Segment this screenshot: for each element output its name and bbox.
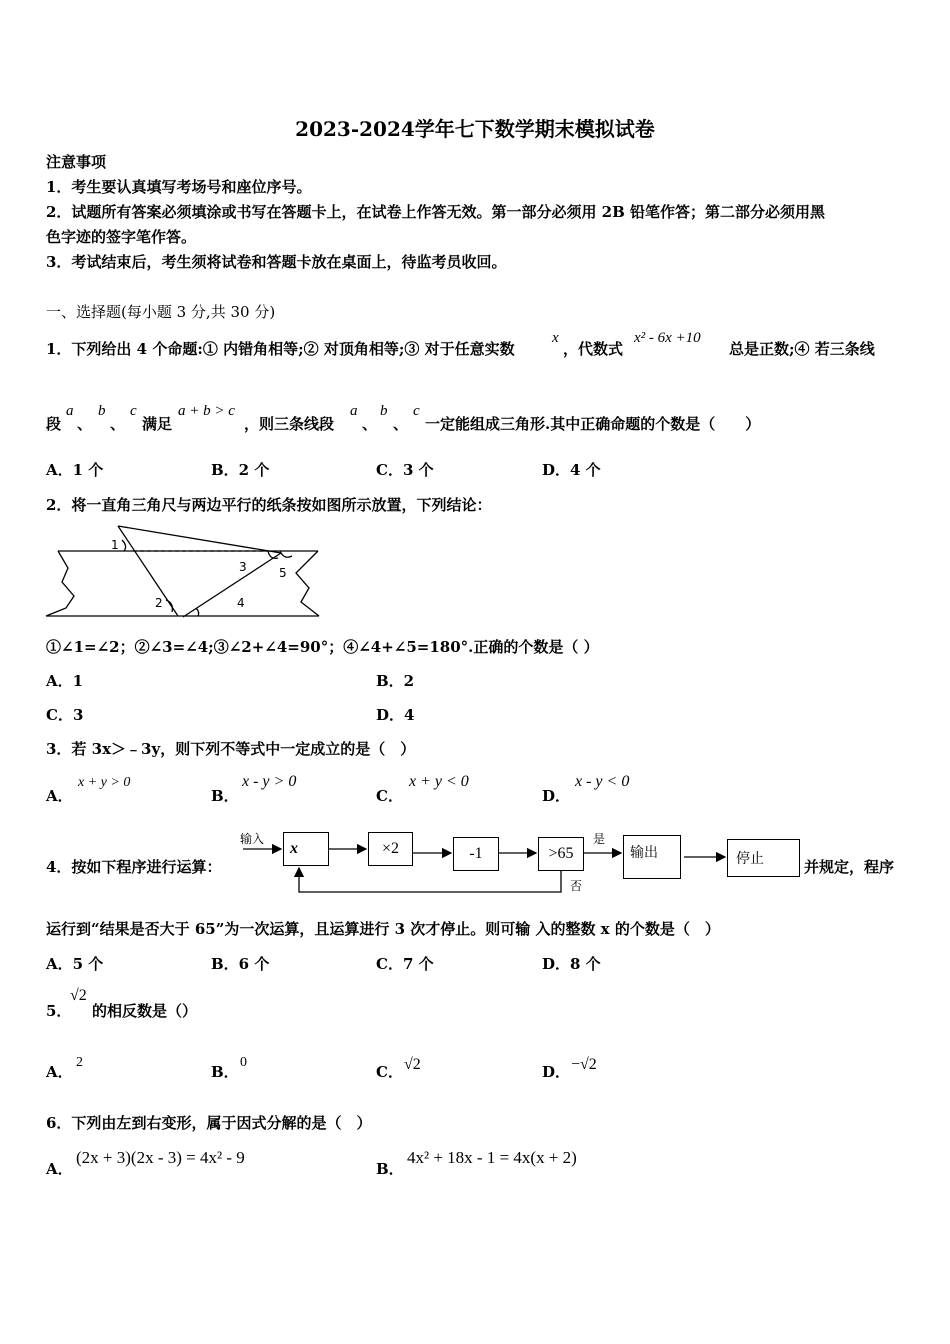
var-a: a: [350, 403, 358, 419]
q1-option-d[interactable]: D．4 个: [542, 461, 601, 479]
q2-option-d[interactable]: D．4: [376, 706, 415, 724]
separator: 、: [362, 415, 378, 433]
notice-heading: 注意事项: [46, 153, 107, 171]
q5-option-c[interactable]: C．: [376, 1063, 403, 1081]
var-b: b: [380, 403, 388, 419]
q5-sqrt2: √2: [70, 987, 87, 1004]
q6-option-a[interactable]: A．: [46, 1160, 73, 1178]
q1-option-b[interactable]: B．2 个: [211, 461, 270, 479]
notice-item: 色字迹的签字笔作答。: [46, 228, 197, 246]
angle-label-4: 4: [237, 596, 245, 610]
q1-text-part1: 1．下列给出 4 个命题:① 内错角相等;② 对顶角相等;③ 对于任意实数: [46, 340, 515, 358]
q1-option-a[interactable]: A．1 个: [46, 461, 104, 479]
angle-label-3: 3: [239, 560, 247, 574]
flow-input-label: 输入: [240, 832, 265, 846]
q3-option-c-expr: x + y < 0: [409, 773, 469, 790]
q2-option-c[interactable]: C．3: [46, 706, 84, 724]
q4-option-c[interactable]: C．7 个: [376, 955, 434, 973]
flow-box-times2: ×2: [368, 832, 413, 866]
q1-line2-part2: 满足: [142, 415, 173, 433]
q3-text: 3．若 3x＞﹣3y，则下列不等式中一定成立的是（ ）: [46, 740, 416, 758]
q2-text: 2．将一直角三角尺与两边平行的纸条按如图所示放置，下列结论：: [46, 496, 492, 514]
flow-no-label: 否: [570, 879, 583, 893]
q4-option-a[interactable]: A．5 个: [46, 955, 104, 973]
q3-option-a-expr: x + y > 0: [78, 775, 131, 790]
q1-line2-part4: 一定能组成三角形.其中正确命题的个数是（ ）: [425, 415, 761, 433]
q1-line2-part3: ，则三条线段: [244, 415, 335, 433]
q5-option-b-value: 0: [240, 1055, 247, 1070]
page-title: 2023-2024学年七下数学期末模拟试卷: [295, 117, 655, 141]
angle-label-5: 5: [279, 566, 287, 580]
q3-option-d-expr: x - y < 0: [575, 773, 630, 790]
q1-expression: x² - 6x +10: [634, 330, 701, 346]
var-a: a: [66, 403, 74, 419]
q5-option-c-value: √2: [404, 1056, 421, 1073]
q3-option-b-expr: x - y > 0: [242, 773, 297, 790]
q2-option-a[interactable]: A．1: [46, 672, 84, 690]
q1-text-part2: ，代数式: [563, 340, 624, 358]
notice-item: 1．考生要认真填写考场号和座位序号。: [46, 178, 312, 196]
q6-option-b-expr: 4x² + 18x - 1 = 4x(x + 2): [407, 1148, 577, 1167]
var-c: c: [413, 403, 420, 419]
flow-box-minus1: -1: [453, 837, 499, 871]
notice-item: 3．考试结束后，考生须将试卷和答题卡放在桌面上，待监考员收回。: [46, 253, 507, 271]
flow-box-gt65: >65: [538, 837, 584, 871]
q1-text-part3: 总是正数;④ 若三条线: [729, 340, 875, 358]
flow-yes-label: 是: [593, 832, 606, 846]
q5-option-d[interactable]: D．: [542, 1063, 571, 1081]
q5-option-a[interactable]: A．: [46, 1063, 73, 1081]
q1-var-x: x: [552, 330, 559, 346]
q4-option-b[interactable]: B．6 个: [211, 955, 270, 973]
q6-option-a-expr: (2x + 3)(2x - 3) = 4x² - 9: [76, 1148, 245, 1167]
separator: 、: [393, 415, 409, 433]
q3-option-c[interactable]: C．: [376, 787, 403, 805]
q4-option-d[interactable]: D．8 个: [542, 955, 601, 973]
var-b: b: [98, 403, 106, 419]
q2-option-b[interactable]: B．2: [376, 672, 415, 690]
flow-box-x: x: [283, 832, 329, 866]
q5-suffix: 的相反数是（）: [92, 1002, 198, 1020]
q5-prefix: 5．: [46, 1002, 72, 1020]
section-heading: 一、选择题(每小题 3 分,共 30 分): [46, 303, 276, 321]
var-c: c: [130, 403, 137, 419]
q4-line2: 运行到“结果是否大于 65”为一次运算，且运算进行 3 次才停止。则可输 入的整数 x 的个数是（ ）: [46, 920, 720, 938]
separator: 、: [77, 415, 93, 433]
q3-option-a[interactable]: A．: [46, 787, 73, 805]
q3-option-d[interactable]: D．: [542, 787, 571, 805]
q2-statements: ①∠1=∠2；②∠3=∠4;③∠2+∠4=90°；④∠4+∠5=180°.正确的个数是（ ）: [46, 638, 599, 656]
q6-text: 6．下列由左到右变形，属于因式分解的是（ ）: [46, 1114, 372, 1132]
q3-option-b[interactable]: B．: [211, 787, 239, 805]
q6-option-b[interactable]: B．: [376, 1160, 404, 1178]
angle-label-1: 1: [111, 538, 119, 552]
q4-prefix: 4．按如下程序进行运算：: [46, 858, 222, 876]
q1-line2-part1: 段: [46, 415, 62, 433]
q5-option-d-value: −√2: [571, 1056, 597, 1073]
notice-item: 2．试题所有答案必须填涂或书写在答题卡上，在试卷上作答无效。第一部分必须用 2B 铅笔作答；第二部分必须用黑: [46, 203, 826, 221]
angle-label-2: 2: [155, 596, 163, 610]
q4-suffix: 并规定，程序: [804, 858, 895, 876]
q5-option-b[interactable]: B．: [211, 1063, 239, 1081]
q5-option-a-value: 2: [76, 1055, 83, 1070]
q1-option-c[interactable]: C．3 个: [376, 461, 434, 479]
flow-box-output: 输出: [623, 835, 681, 879]
flow-box-stop: 停止: [727, 839, 800, 877]
q1-condition: a + b > c: [178, 403, 235, 419]
separator: 、: [110, 415, 126, 433]
